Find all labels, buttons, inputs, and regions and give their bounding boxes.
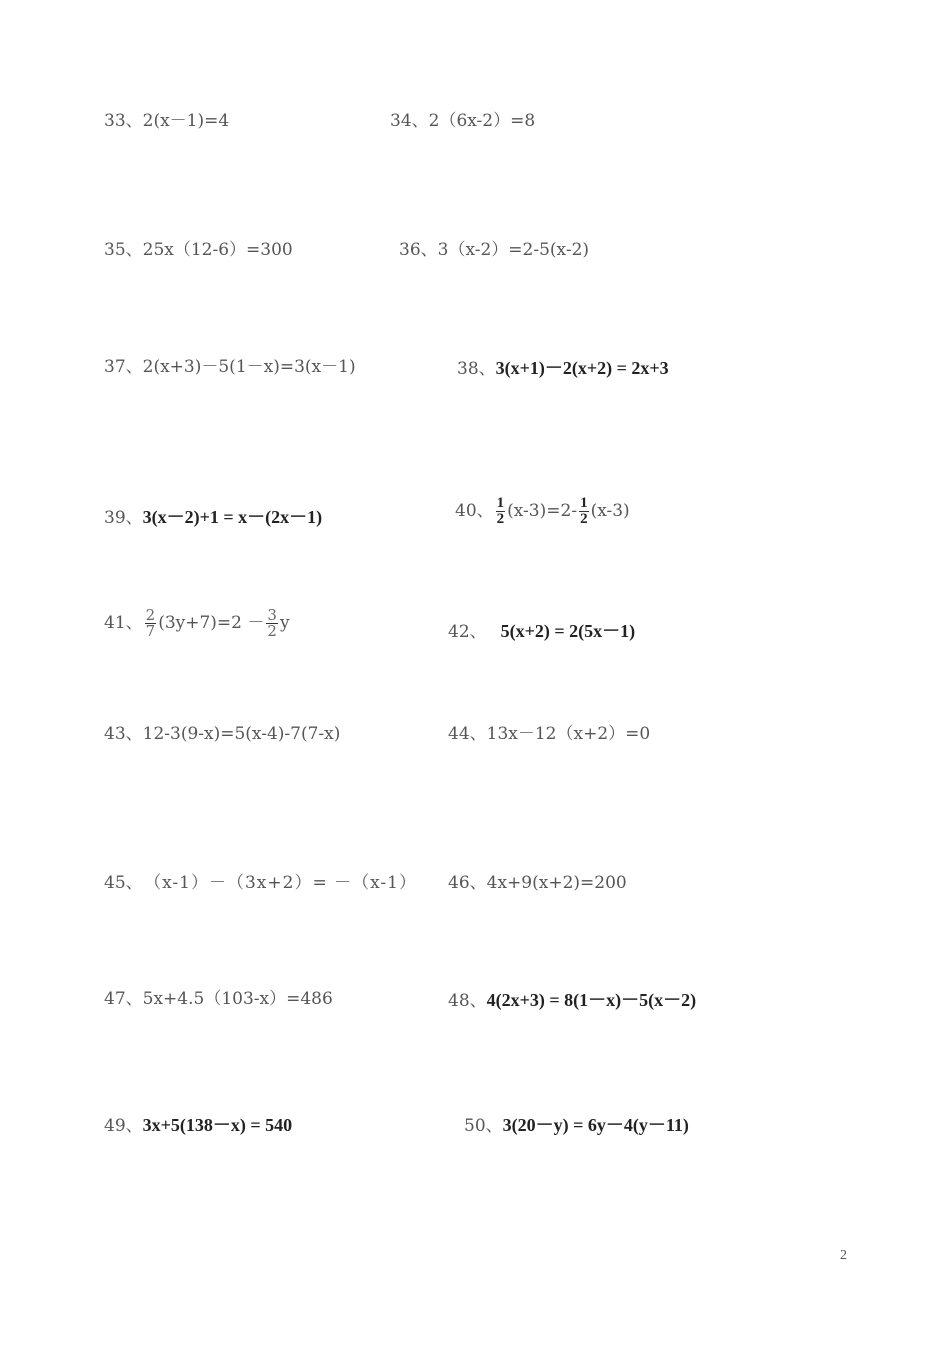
equation: 2（6x-2）=8 (428, 111, 536, 131)
problem-number: 45、 (104, 873, 143, 893)
equation: 3x+5(138－x) = 540 (142, 1115, 293, 1135)
problem-number: 37、 (104, 357, 143, 377)
problem-number: 39、 (104, 508, 143, 528)
equation: 4(2x+3) = 8(1－x)－5(x－2) (486, 990, 697, 1010)
equation-middle: (3y+7)=2 － (158, 613, 265, 633)
problem-number: 34、 (390, 111, 429, 131)
equation: 3(x－2)+1 = x－(2x－1) (142, 507, 323, 527)
problem-48 (448, 991, 696, 1010)
problem-number: 40、 (455, 501, 494, 521)
problem-number: 43、 (104, 724, 143, 744)
problem-number: 49、 (104, 1116, 143, 1136)
fraction-numerator: 3 (267, 606, 277, 624)
fraction-numerator: 1 (496, 495, 505, 511)
equation-end: (x-3) (590, 501, 630, 521)
problem-number: 33、 (104, 111, 143, 131)
fraction-numerator: 1 (580, 495, 588, 511)
fraction-one-half (496, 496, 506, 527)
equation: 5x+4.5（103-x）=486 (142, 989, 333, 1009)
problem-number: 36、 (399, 240, 438, 260)
problem-number: 41、 (104, 613, 143, 633)
fraction-three-halves (266, 608, 278, 639)
problem-37 (104, 359, 356, 376)
equation: 3(x+1)－2(x+2) = 2x+3 (495, 358, 669, 378)
problem-33 (104, 113, 229, 130)
problem-number: 35、 (104, 240, 143, 260)
problem-45 (104, 875, 417, 892)
problem-43 (104, 726, 340, 743)
equation-end: y (279, 613, 290, 633)
problem-number: 38、 (457, 359, 496, 379)
equation: 3（x-2）=2-5(x-2) (437, 240, 590, 260)
problem-number: 46、 (448, 873, 487, 893)
fraction-numerator: 2 (145, 606, 156, 624)
problem-number: 42、 (448, 622, 487, 642)
problem-47 (104, 991, 333, 1008)
problem-number: 47、 (104, 989, 143, 1009)
problem-36 (399, 242, 589, 259)
fraction-denominator: 7 (145, 622, 156, 640)
problem-35 (104, 242, 293, 259)
problem-40 (455, 496, 630, 527)
equation: 5(x+2) = 2(5x－1) (500, 621, 636, 641)
problem-44 (448, 726, 650, 743)
equation: 3(20－y) = 6y－4(y－11) (502, 1115, 689, 1135)
equation: 4x+9(x+2)=200 (486, 873, 627, 893)
equation: 12-3(9-x)=5(x-4)-7(7-x) (142, 724, 341, 744)
problem-41 (104, 608, 290, 639)
equation: 2(x+3)－5(1－x)=3(x－1) (142, 357, 356, 377)
problem-38 (457, 359, 669, 378)
problem-49 (104, 1116, 292, 1135)
fraction-denominator: 2 (496, 511, 505, 527)
problem-number: 50、 (464, 1116, 503, 1136)
problem-number: 44、 (448, 724, 487, 744)
problem-42 (448, 622, 635, 641)
fraction-one-half (579, 496, 589, 527)
page-number: 2 (840, 1248, 847, 1263)
equation: 13x－12（x+2）=0 (486, 724, 651, 744)
fraction-two-sevenths (145, 608, 157, 639)
equation-middle: (x-3)=2- (507, 501, 578, 521)
problem-46 (448, 875, 627, 892)
problem-50 (464, 1116, 689, 1135)
problem-number: 48、 (448, 991, 487, 1011)
problem-39 (104, 508, 322, 527)
problem-34 (390, 113, 535, 130)
equation: （x-1）－（3x+2）= －（x-1） (152, 873, 417, 893)
fraction-denominator: 2 (580, 511, 588, 527)
equation: 25x（12-6）=300 (142, 240, 293, 260)
equation: 2(x－1)=4 (142, 111, 230, 131)
fraction-denominator: 2 (267, 622, 277, 640)
